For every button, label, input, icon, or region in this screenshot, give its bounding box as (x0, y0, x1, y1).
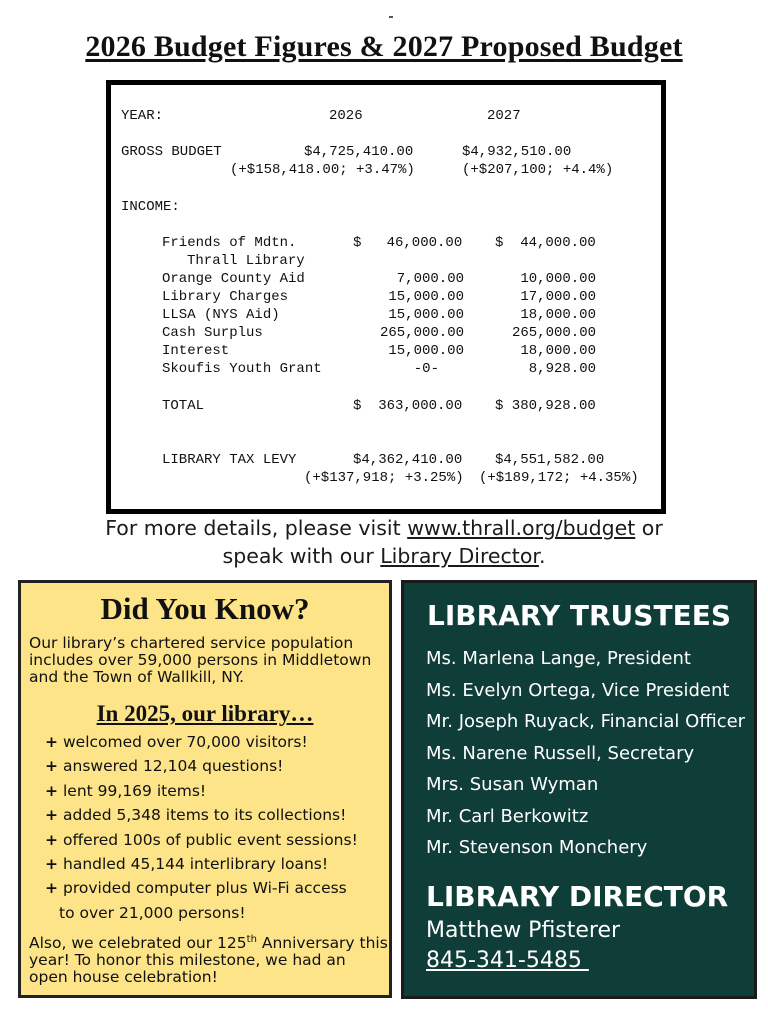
trustee-item: Ms. Marlena Lange, President (426, 648, 691, 669)
gross-change-2027: (+$207,100; +4.4%) (462, 162, 614, 178)
income-label: INCOME: (121, 199, 180, 215)
list-item: + lent 99,169 items! (45, 781, 207, 800)
income-friends-2027: $ 44,000.00 (495, 235, 596, 251)
income-skoufis-2026: -0- (413, 361, 439, 377)
gross-change-2026: (+$158,418.00; +3.47%) (230, 162, 415, 178)
details-text: For more details, please visit (105, 516, 408, 540)
list-item-continuation: to over 21,000 persons! (59, 903, 246, 922)
stray-mark (389, 16, 393, 18)
income-llsa-2026: 15,000.00 (388, 307, 464, 323)
list-item: + answered 12,104 questions! (45, 757, 284, 776)
income-charges-2026: 15,000.00 (388, 289, 464, 305)
list-item: + provided computer plus Wi-Fi access (45, 879, 347, 898)
year-2027-header: 2027 (487, 108, 521, 124)
total-2026: $ 363,000.00 (353, 398, 463, 414)
income-label-friends: Friends of Mdtn. (162, 235, 297, 251)
income-label-orange: Orange County Aid (162, 271, 305, 287)
tax-levy-2026: $4,362,410.00 (353, 452, 463, 468)
trustee-item: Ms. Narene Russell, Secretary (426, 742, 695, 764)
stats-list (45, 730, 358, 925)
trustees-list (426, 643, 745, 864)
income-orange-2026: 7,000.00 (396, 271, 464, 287)
tax-levy-label: LIBRARY TAX LEVY (162, 452, 297, 468)
total-label: TOTAL (162, 398, 205, 414)
director-phone[interactable]: 845-341-5485 (426, 948, 589, 973)
did-you-know-subtitle: In 2025, our library… (96, 701, 314, 726)
trustee-item: Mr. Carl Berkowitz (426, 805, 589, 827)
income-label-llsa: LLSA (NYS Aid) (162, 307, 280, 323)
budget-table (106, 80, 666, 514)
income-skoufis-2027: 8,928.00 (528, 361, 596, 377)
list-item: + handled 45,144 interlibrary loans! (45, 854, 329, 873)
income-label-interest: Interest (162, 343, 230, 359)
details-text-period: . (538, 544, 546, 568)
tax-levy-2027: $4,551,582.00 (495, 452, 605, 468)
tax-levy-change-2026: (+$137,918; +3.25%) (304, 470, 464, 486)
income-label-skoufis: Skoufis Youth Grant (162, 361, 322, 377)
gross-budget-2027: $4,932,510.00 (462, 144, 572, 160)
trustee-item: Mr. Stevenson Monchery (426, 837, 648, 858)
trustee-item: Mr. Joseph Ruyack, Financial Officer (426, 711, 746, 732)
budget-url-link[interactable]: www.thrall.org/budget (407, 516, 636, 540)
trustee-item: Mrs. Susan Wyman (426, 774, 599, 795)
income-surplus-2027: 265,000.00 (511, 325, 596, 341)
page-title: 2026 Budget Figures & 2027 Proposed Budget (85, 30, 683, 63)
did-you-know-intro: Our library’s chartered service population includes over 59,000 persons in Middletown and the Town of Wallkill, NY. (29, 634, 372, 686)
income-llsa-2027: 18,000.00 (520, 307, 596, 323)
year-2026-header: 2026 (329, 108, 363, 124)
income-label-friends-cont: Thrall Library (187, 253, 305, 269)
income-surplus-2026: 265,000.00 (379, 325, 464, 341)
director-name: Matthew Pfisterer (426, 918, 621, 943)
trustees-panel (401, 580, 757, 999)
income-interest-2026: 15,000.00 (388, 343, 464, 359)
gross-budget-2026: $4,725,410.00 (304, 144, 414, 160)
details-line-1 (0, 514, 768, 542)
did-you-know-panel (18, 580, 392, 998)
year-label: YEAR: (121, 108, 164, 124)
trustees-heading: LIBRARY TRUSTEES (427, 599, 731, 632)
details-line-2 (0, 542, 768, 570)
tax-levy-change-2027: (+$189,172; +4.35%) (479, 470, 639, 486)
library-director-link[interactable]: Library Director (380, 544, 539, 568)
income-friends-2026: $ 46,000.00 (353, 235, 463, 251)
details-text-speak: speak with our (222, 544, 381, 568)
list-item: + added 5,348 items to its collections! (45, 806, 347, 825)
income-label-charges: Library Charges (162, 289, 289, 305)
anniversary-note: Also, we celebrated our 125th Anniversary this year! To honor this milestone, we had an open house celebration! (29, 934, 388, 987)
income-orange-2027: 10,000.00 (520, 271, 596, 287)
gross-budget-label: GROSS BUDGET (121, 144, 222, 160)
total-2027: $ 380,928.00 (495, 398, 596, 414)
director-heading: LIBRARY DIRECTOR (426, 880, 729, 913)
list-item: + welcomed over 70,000 visitors! (45, 733, 308, 751)
income-label-surplus: Cash Surplus (162, 325, 263, 341)
details-text-or: or (635, 516, 663, 540)
details-note (0, 514, 768, 570)
did-you-know-title: Did You Know? (100, 591, 310, 626)
income-charges-2027: 17,000.00 (520, 289, 596, 305)
list-item: + offered 100s of public event sessions! (45, 830, 358, 849)
income-interest-2027: 18,000.00 (520, 343, 596, 359)
trustee-item: Ms. Evelyn Ortega, Vice President (426, 679, 730, 701)
